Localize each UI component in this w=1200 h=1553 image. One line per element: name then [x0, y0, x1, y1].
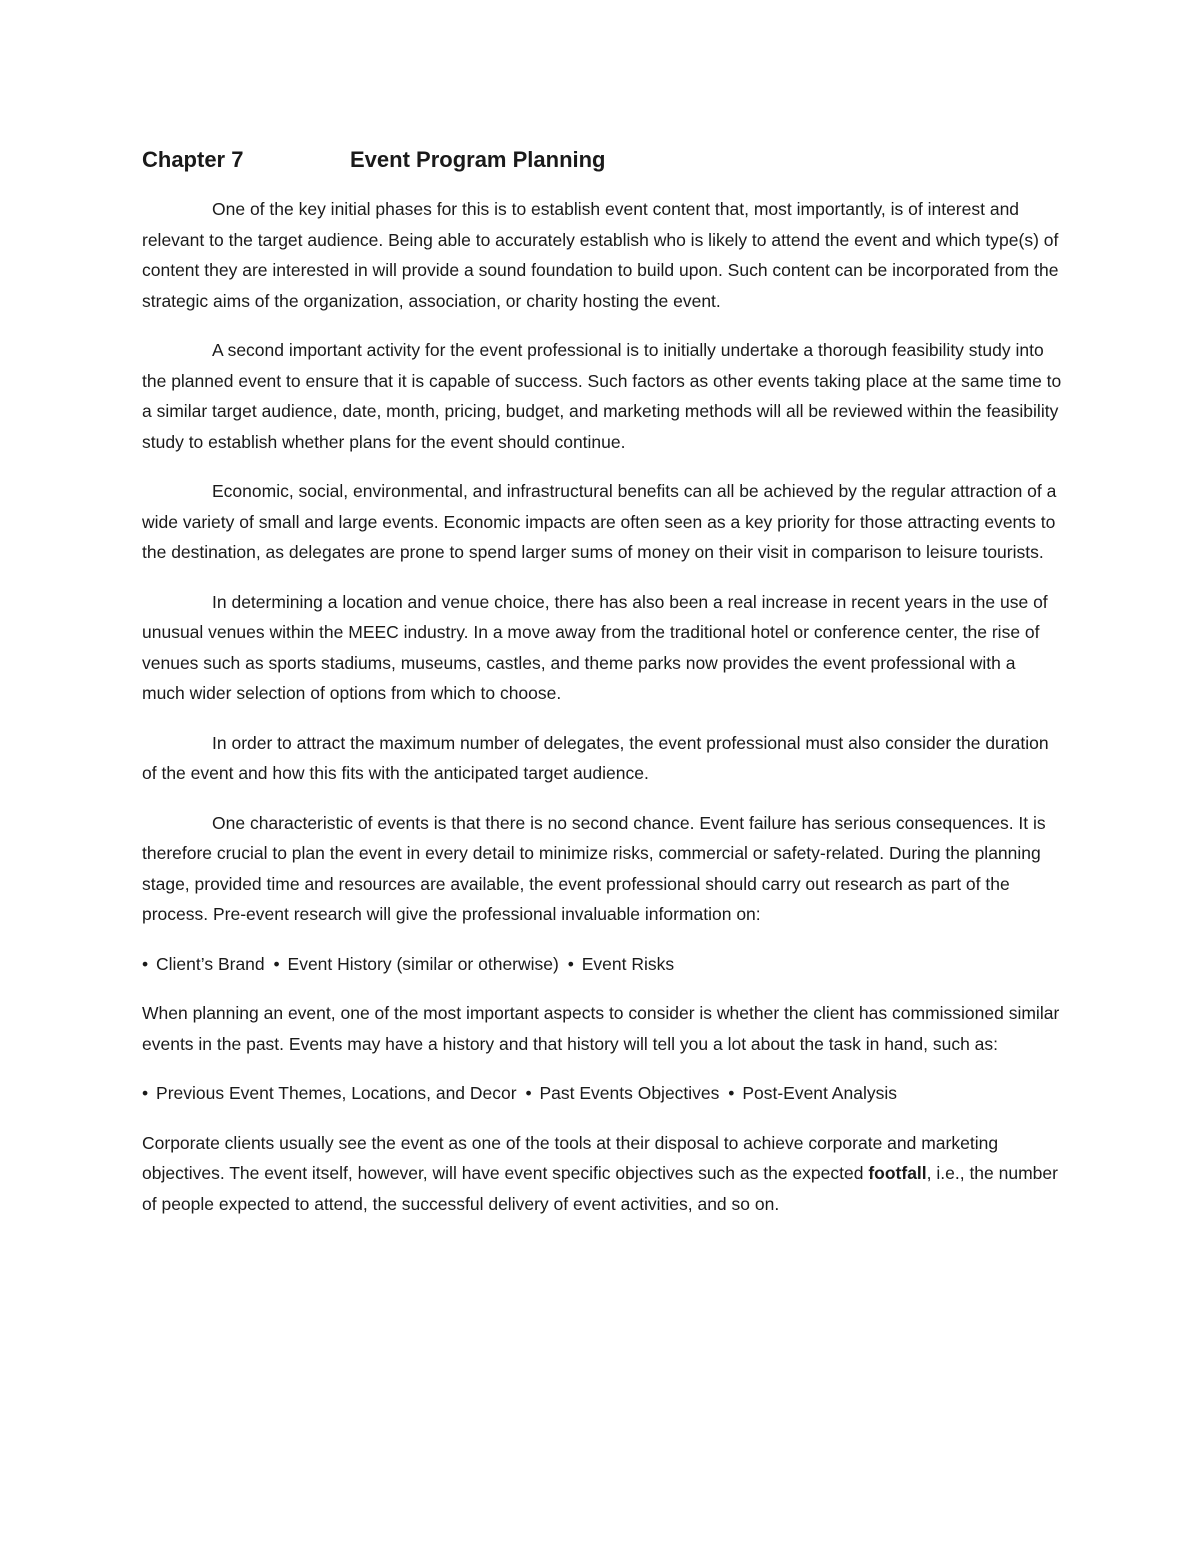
- bullet-icon: •: [567, 953, 574, 974]
- paragraph-event-duration: In order to attract the maximum number of delegates, the event professional must also consider the duration of the event and how this fits with the anticipated target audience.: [142, 732, 1049, 783]
- bullet-icon: •: [273, 953, 280, 974]
- bullet-item: Previous Event Themes, Locations, and Decor: [156, 1083, 517, 1103]
- paragraph-event-content: One of the key initial phases for this is to establish event content that, most importantly, is of interest and relevant to the target audience. Being able to accurately establish who is likely to attend the event and which type(s) of content they are interested in will provide a sound foundation to build upon. Such content can be incorporated from the strategic aims of the organization, association, or charity hosting the event.: [142, 199, 1059, 311]
- paragraph-economic-benefits: Economic, social, environmental, and infrastructural benefits can all be achieved by the regular attraction of a wide variety of small and large events. Economic impacts are often seen as a key priority for those attracting events to the destination, as delegates are prone to spend larger sums of money on their visit in comparison to leisure tourists.: [142, 481, 1057, 562]
- paragraph-research: One characteristic of events is that there is no second chance. Event failure has serious consequences. It is therefore crucial to plan the event in every detail to minimize risks, commercial or safety-related. During the planning stage, provided time and resources are available, the event professional should carry out research as part of the process. Pre-event research will give the professional invaluable information on:: [142, 812, 1046, 924]
- bullet-item: Post-Event Analysis: [742, 1083, 897, 1103]
- chapter-number: Chapter 7: [142, 147, 244, 172]
- paragraph-venue-choice: In determining a location and venue choice, there has also been a real increase in recent years in the use of unusual venues within the MEEC industry. In a move away from the traditional hotel or conference center, the rise of venues such as sports stadiums, museums, castles, and theme parks now provides the event professional with a much wider selection of options from which to choose.: [142, 591, 1048, 703]
- footfall-term: footfall: [868, 1163, 927, 1183]
- bullet-item: Event History (similar or otherwise): [287, 953, 559, 974]
- bullet-list-history: [142, 1078, 1062, 1109]
- objectives-text-after: , i.e., the number of people expected to attend, the successful delivery of event activities, and so on.: [142, 1163, 1058, 1214]
- bullet-list-research: [142, 949, 1062, 980]
- objectives-text-before: Corporate clients usually see the event as one of the tools at their disposal to achieve corporate and marketing objectives. The event itself, however, will have event specific objectives such as the expected: [142, 1132, 999, 1183]
- paragraph-event-history: When planning an event, one of the most important aspects to consider is whether the client has commissioned similar events in the past. Events may have a history and that history will tell you a lot about the task in hand, such as:: [142, 1003, 1060, 1054]
- bullet-icon: •: [142, 953, 149, 974]
- bullet-icon: •: [142, 1083, 149, 1103]
- bullet-item: Client’s Brand: [156, 953, 265, 974]
- bullet-icon: •: [728, 1083, 735, 1103]
- document-page: [142, 138, 1062, 1238]
- paragraph-corporate-objectives: [142, 1128, 1062, 1220]
- paragraph-feasibility-study: A second important activity for the event professional is to initially undertake a thorough feasibility study into the planned event to ensure that it is capable of success. Such factors as other events taking place at the same time to a similar target audience, date, month, pricing, budget, and marketing methods will all be reviewed within the feasibility study to establish whether plans for the event should continue.: [142, 340, 1062, 452]
- chapter-heading: [142, 145, 1062, 175]
- bullet-item: Past Events Objectives: [539, 1083, 720, 1103]
- bullet-item: Event Risks: [581, 953, 675, 974]
- bullet-icon: •: [525, 1083, 532, 1103]
- chapter-title: Event Program Planning: [350, 147, 606, 172]
